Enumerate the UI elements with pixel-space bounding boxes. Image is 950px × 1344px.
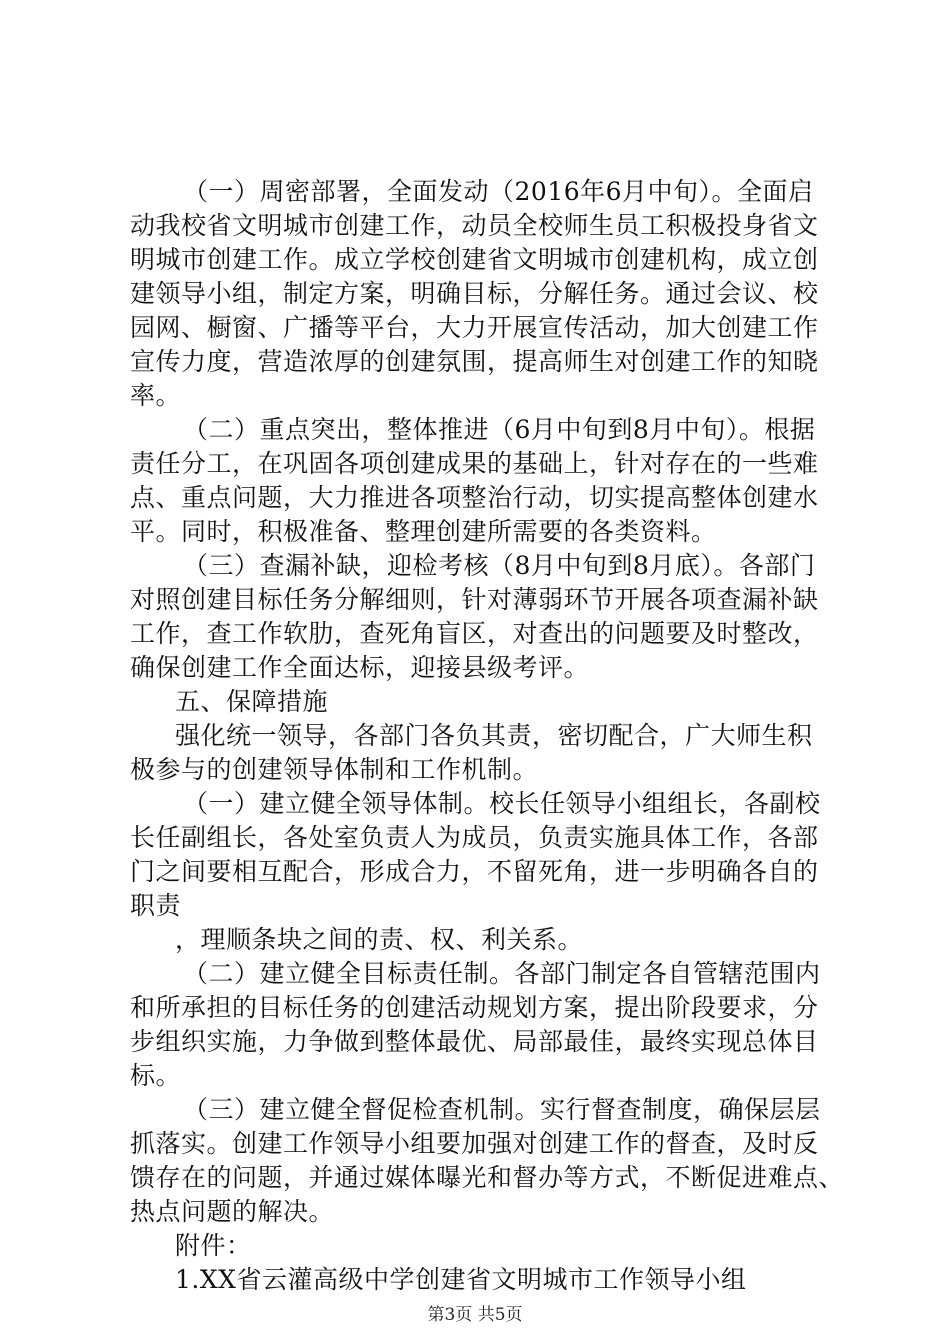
text-line: （三）建立健全督促检查机制。实行督查制度，确保层层 [183, 1095, 821, 1124]
text-line: 极参与的创建领导体制和工作机制。 [130, 755, 539, 784]
section-heading: 五、保障措施 [175, 687, 329, 716]
page-footer: 第3页 共5页 [427, 1305, 523, 1325]
text-line: 抓落实。创建工作领导小组要加强对创建工作的督查，及时反 [130, 1129, 819, 1158]
text-line: （一）建立健全领导体制。校长任领导小组组长，各副校 [183, 789, 821, 818]
text-line: 标。 [130, 1061, 182, 1090]
text-line: 热点问题的解决。 [130, 1197, 335, 1226]
text-line: ，理顺条块之间的责、权、利关系。 [175, 925, 584, 954]
text-line: 对照创建目标任务分解细则，针对薄弱环节开展各项查漏补缺 [130, 585, 819, 614]
text-line: 门之间要相互配合，形成合力，不留死角，进一步明确各自的 [130, 857, 819, 886]
text-line: 动我校省文明城市创建工作，动员全校师生员工积极投身省文 [130, 211, 819, 240]
text-line: 和所承担的目标任务的创建活动规划方案，提出阶段要求，分 [130, 993, 819, 1022]
text-line: 宣传力度，营造浓厚的创建氛围，提高师生对创建工作的知晓 [130, 347, 819, 376]
text-line: （二）建立健全目标责任制。各部门制定各自管辖范围内 [183, 959, 821, 988]
text-line: 长任副组长，各处室负责人为成员，负责实施具体工作，各部 [130, 823, 819, 852]
text-line: 步组织实施，力争做到整体最优、局部最佳，最终实现总体目 [130, 1027, 819, 1056]
text-line: （一）周密部署，全面发动（2016年6月中旬）。全面启 [183, 177, 814, 206]
text-line: 馈存在的问题，并通过媒体曝光和督办等方式，不断促进难点、 [130, 1163, 845, 1192]
text-line: 率。 [130, 381, 182, 410]
text-line: （三）查漏补缺，迎检考核（8月中旬到8月底）。各部门 [183, 551, 816, 580]
text-line: 强化统一领导，各部门各负其责，密切配合，广大师生积 [175, 721, 813, 750]
attachment-label: 附件： [175, 1231, 252, 1260]
text-line: 建领导小组，制定方案，明确目标，分解任务。通过会议、校 [130, 279, 819, 308]
text-line: 工作，查工作软肋，查死角盲区，对查出的问题要及时整改， [130, 619, 819, 648]
text-line: 责任分工，在巩固各项创建成果的基础上，针对存在的一些难 [130, 449, 819, 478]
text-line: （二）重点突出，整体推进（6月中旬到8月中旬）。根据 [183, 415, 816, 444]
text-line: 职责 [130, 891, 182, 920]
text-line: 确保创建工作全面达标，迎接县级考评。 [130, 653, 590, 682]
text-line: 园网、橱窗、广播等平台，大力开展宣传活动，加大创建工作 [130, 313, 819, 342]
attachment-item: 1.XX省云灌高级中学创建省文明城市工作领导小组 [175, 1265, 747, 1294]
text-line: 平。同时，积极准备、整理创建所需要的各类资料。 [130, 517, 717, 546]
text-line: 明城市创建工作。成立学校创建省文明城市创建机构，成立创 [130, 245, 819, 274]
text-line: 点、重点问题，大力推进各项整治行动，切实提高整体创建水 [130, 483, 819, 512]
